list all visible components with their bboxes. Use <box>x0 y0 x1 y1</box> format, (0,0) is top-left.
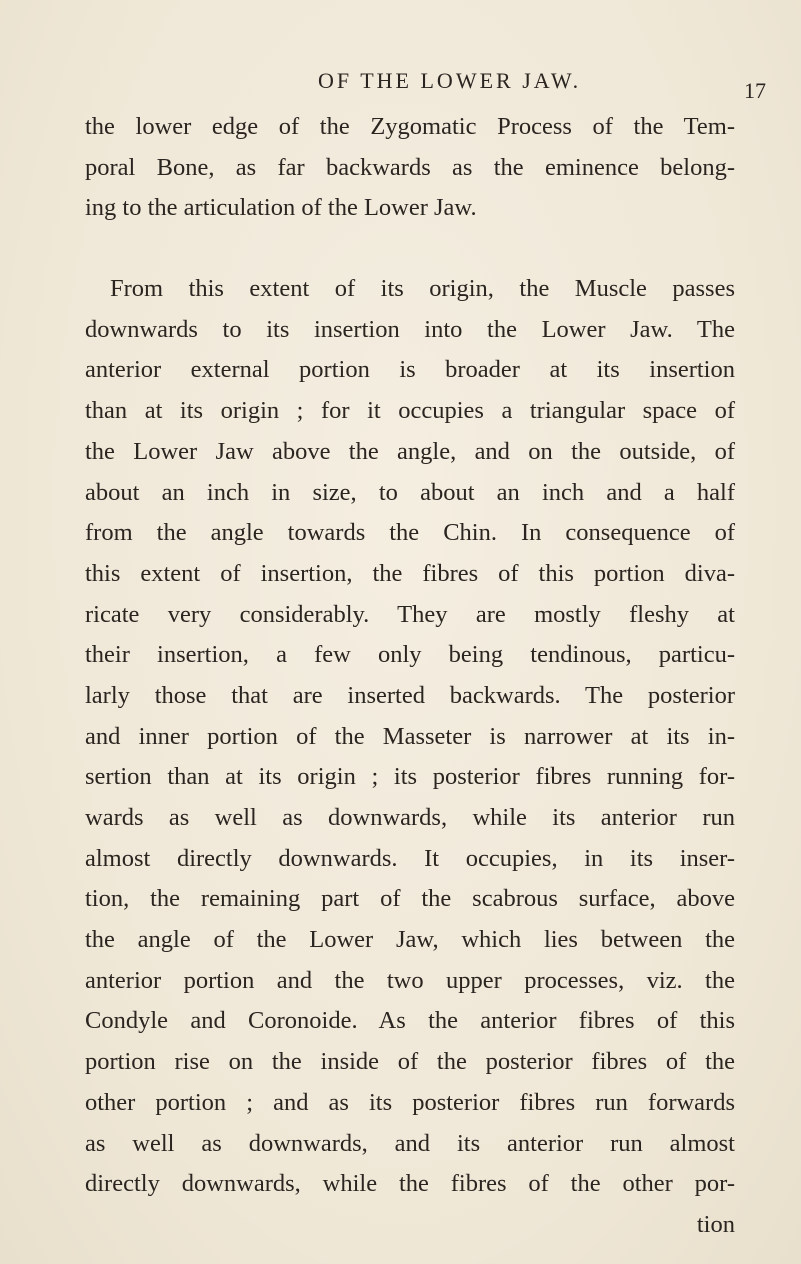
text-line: almost directly downwards. It occupies, in its inser- <box>85 844 735 872</box>
text-line: sertion than at its origin ; its posterior fibres running for- <box>85 763 735 791</box>
text-line: other portion ; and as its posterior fibres run forwards <box>85 1088 735 1116</box>
running-head <box>0 66 801 103</box>
text-line: Condyle and Coronoide. As the anterior fibres of this <box>85 1007 735 1035</box>
text-line: the angle of the Lower Jaw, which lies between the <box>85 926 735 954</box>
paragraph-gap <box>85 229 735 269</box>
text-line: and inner portion of the Masseter is narrower at its in- <box>85 722 735 750</box>
text-line: ricate very considerably. They are mostly fleshy at <box>85 600 735 628</box>
text-line: tion, the remaining part of the scabrous surface, above <box>85 885 735 913</box>
text-line: From this extent of its origin, the Muscle passes <box>110 275 735 303</box>
text-line: this extent of insertion, the fibres of this portion diva- <box>85 559 735 587</box>
text-line: as well as downwards, and its anterior run almost <box>85 1129 735 1157</box>
body-text <box>85 107 735 1246</box>
text-line: the Lower Jaw above the angle, and on the outside, of <box>85 437 735 465</box>
text-line: downwards to its insertion into the Lower Jaw. The <box>85 315 735 343</box>
text-line: portion rise on the inside of the posterior fibres of the <box>85 1048 735 1076</box>
text-line: wards as well as downwards, while its anterior run <box>85 804 735 831</box>
text-line: about an inch in size, to about an inch and a half <box>85 478 735 506</box>
text-line: ing to the articulation of the Lower Jaw. <box>85 194 477 222</box>
text-line: the lower edge of the Zygomatic Process of the Tem- <box>85 113 735 140</box>
running-title: OF THE LOWER JAW. <box>318 68 582 93</box>
text-line: than at its origin ; for it occupies a triangular space of <box>85 397 735 425</box>
text-line: anterior external portion is broader at its insertion <box>85 356 735 384</box>
catchword: tion <box>696 1210 735 1238</box>
text-line: poral Bone, as far backwards as the eminence belong- <box>85 153 735 181</box>
text-line: their insertion, a few only being tendinous, particu- <box>85 641 735 669</box>
text-line: directly downwards, while the fibres of the other por- <box>85 1170 735 1198</box>
text-line: anterior portion and the two upper processes, viz. the <box>85 966 735 994</box>
text-line: from the angle towards the Chin. In consequence of <box>85 519 735 547</box>
page-number: 17 <box>744 78 766 103</box>
text-line: larly those that are inserted backwards. The posterior <box>85 681 735 709</box>
